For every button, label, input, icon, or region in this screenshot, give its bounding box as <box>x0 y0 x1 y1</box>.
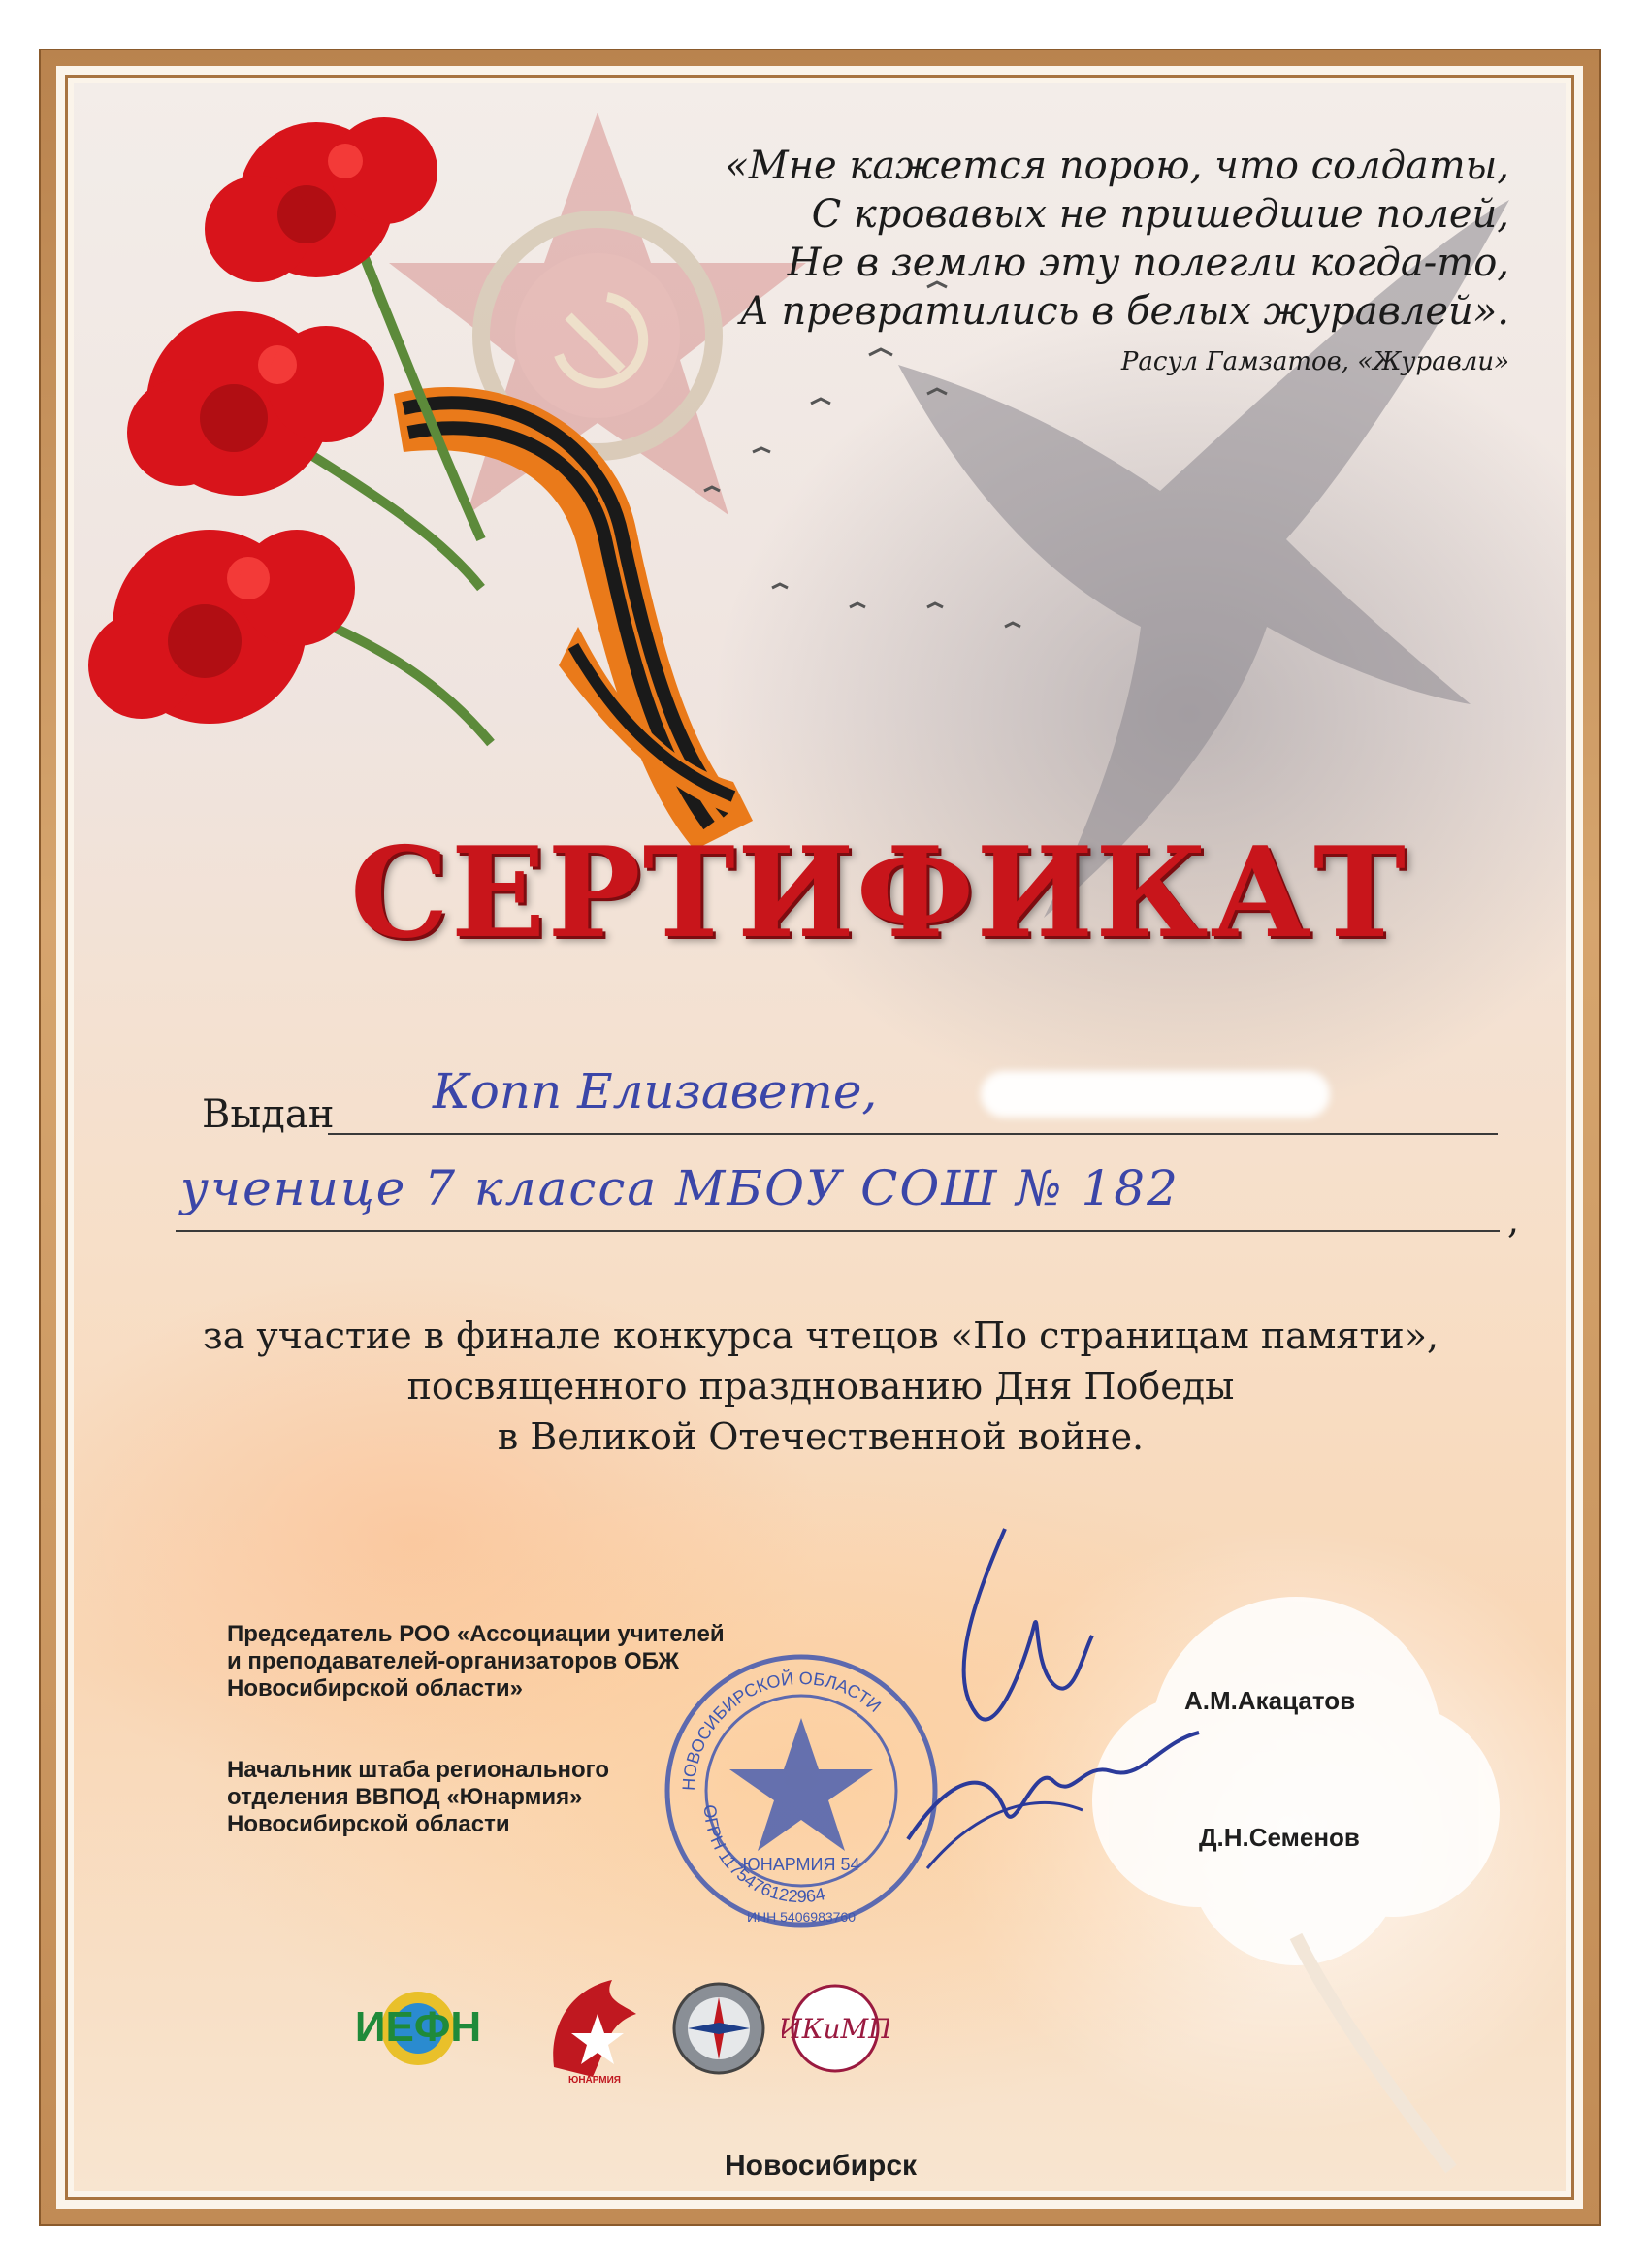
iefn-logo <box>326 1985 510 2072</box>
issued-label: Выдан <box>202 1092 335 1137</box>
handwritten-signatures <box>889 1519 1296 1907</box>
signatory-2-line-2: отделения ВВПОД «Юнармия» <box>227 1784 583 1810</box>
signatory-1-position <box>227 1621 725 1702</box>
issued-detail-line <box>176 1230 1500 1232</box>
issued-name-handwritten: Копп Елизавете, <box>433 1063 878 1119</box>
signatory-2-position <box>227 1757 609 1838</box>
body-line-2: посвященного празднованию Дня Победы <box>406 1365 1235 1408</box>
ikimp-logo <box>782 1980 889 2077</box>
ikimp-logo-text: ИКиМП <box>782 2013 889 2045</box>
stamp-star-icon <box>729 1718 873 1851</box>
epigraph-quote <box>675 142 1509 336</box>
signatory-1-line-2: и преподавателей-организаторов ОБЖ <box>227 1648 679 1674</box>
quote-line-4: А превратились в белых журавлей». <box>739 289 1509 334</box>
certificate-title: СЕРТИФИКАТ <box>349 821 1408 966</box>
city-name: Новосибирск <box>724 2150 918 2182</box>
stamp-inn-text: ИНН 5406983760 <box>746 1909 857 1925</box>
redaction-smudge <box>981 1071 1330 1118</box>
quote-line-3: Не в землю эту полегли когда-то, <box>787 241 1509 285</box>
certificate-paper <box>74 83 1566 2191</box>
signatory-2-line-1: Начальник штаба регионального <box>227 1757 609 1783</box>
issued-detail-handwritten: ученице 7 класса МБОУ СОШ № 182 <box>180 1160 1180 1216</box>
certificate-body <box>113 1311 1529 1462</box>
signatory-2-line-3: Новосибирской области <box>227 1811 510 1837</box>
stamp-badge-text: ЮНАРМИЯ 54 <box>742 1855 860 1874</box>
red-carnations-icon <box>88 117 437 724</box>
trailing-comma: , <box>1507 1199 1520 1242</box>
stamp-top-text: НОВОСИБИРСКОЙ ОБЛАСТИ <box>678 1668 885 1792</box>
body-line-3: в Великой Отечественной войне. <box>497 1415 1145 1458</box>
iefn-logo-text: ИЕФН <box>354 2003 482 2051</box>
quote-line-1: «Мне кажется порою, что солдаты, <box>725 144 1509 188</box>
yunarmia-logo-text: ЮНАРМИЯ <box>568 2075 621 2086</box>
signatory-1-name: А.М.Акацатов <box>1184 1686 1356 1715</box>
signatory-1-line-1: Председатель РОО «Ассоциации учителей <box>227 1621 725 1647</box>
quote-author: Расул Гамзатов, «Журавли» <box>1120 347 1509 376</box>
stamp-ogrn-text: ОГРН 1175476122964 <box>699 1803 827 1907</box>
body-line-1: за участие в финале конкурса чтецов «По страницам памяти», <box>202 1314 1439 1357</box>
yunarmia-eagle-star-logo <box>534 1970 651 2087</box>
quote-line-2: С кровавых не пришедшие полей, <box>811 192 1509 237</box>
compass-emblem-logo <box>670 1980 767 2077</box>
issued-name-line <box>328 1133 1498 1135</box>
signatory-1-line-3: Новосибирской области» <box>227 1675 523 1701</box>
signatory-2-name: Д.Н.Семенов <box>1199 1823 1360 1852</box>
